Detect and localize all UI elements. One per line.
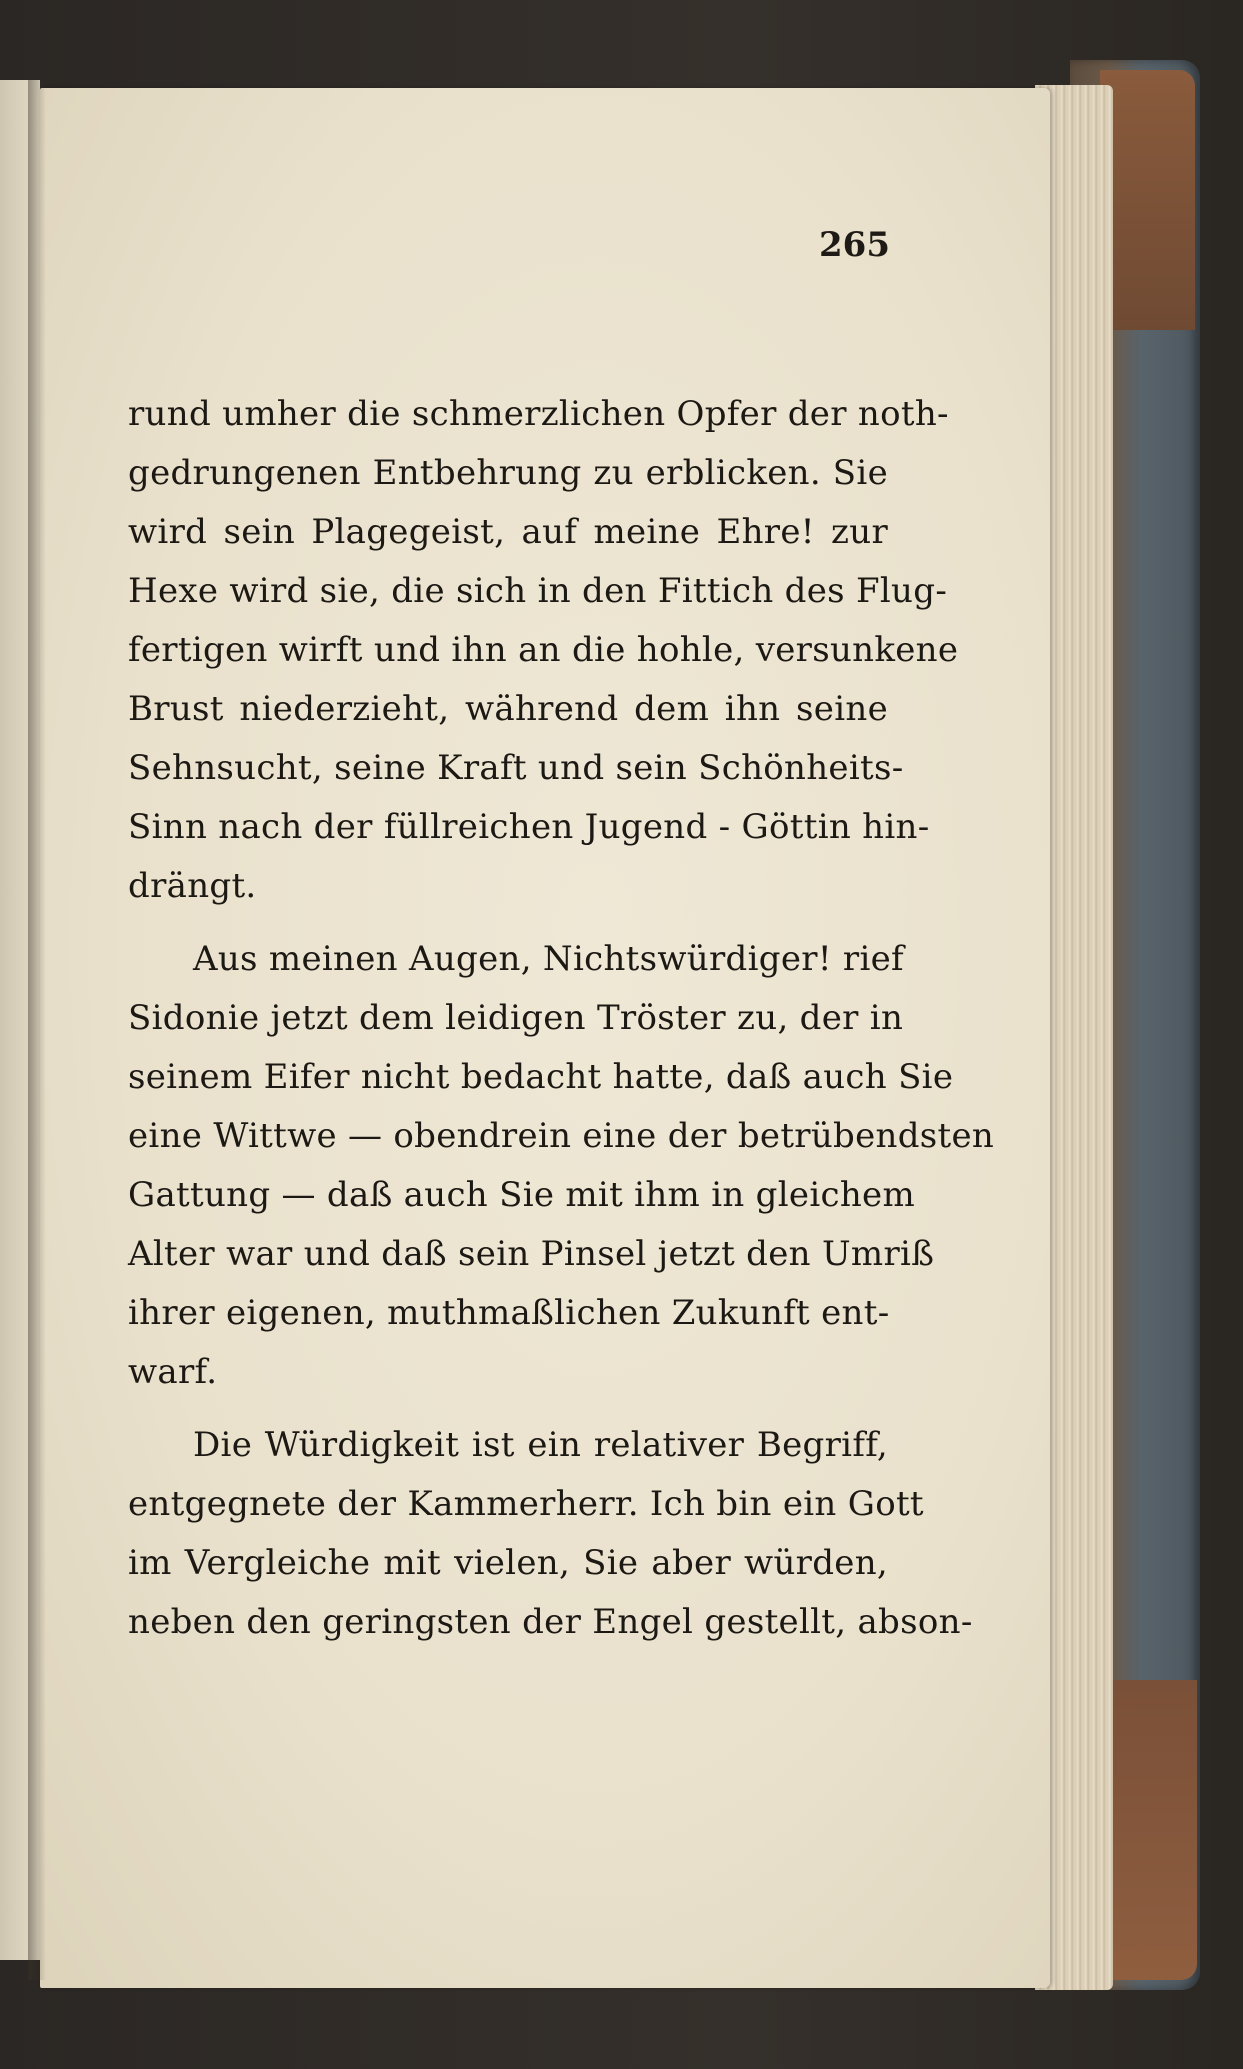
text-line: Sinn nach der füllreichen Jugend - Göttin hin- <box>128 807 930 847</box>
text-line: rund umher die schmerzlichen Opfer der noth- <box>128 394 949 434</box>
text-line: eine Wittwe — obendrein eine der betrübendsten <box>128 1116 995 1156</box>
page-number: 265 <box>819 225 890 265</box>
text-line: im Vergleiche mit vielen, Sie aber würden, <box>128 1543 888 1583</box>
text-line: Gattung — daß auch Sie mit ihm in gleichem <box>128 1175 916 1215</box>
text-line: fertigen wirft und ihn an die hohle, versunkene <box>128 630 959 670</box>
text-line: wird sein Plagegeist, auf meine Ehre! zur <box>128 512 888 552</box>
page-text <box>128 385 995 1652</box>
text-line: ihrer eigenen, muthmaßlichen Zukunft ent- <box>128 1293 890 1333</box>
text-line: warf. <box>128 1352 218 1392</box>
text-line: Die Würdigkeit ist ein relativer Begriff, <box>193 1425 888 1465</box>
paragraph-gap <box>128 916 888 930</box>
text-line: entgegnete der Kammerherr. Ich bin ein Gott <box>128 1484 924 1524</box>
text-line: Sehnsucht, seine Kraft und sein Schönheits- <box>128 748 904 788</box>
text-line: Hexe wird sie, die sich in den Fittich des Flug- <box>128 571 948 611</box>
cover-leather-corner-bottom <box>1105 1680 1197 1980</box>
cover-leather-corner-top <box>1100 70 1195 330</box>
text-line: Alter war und daß sein Pinsel jetzt den Umriß <box>128 1234 935 1274</box>
book-gutter-shadow <box>28 80 46 1980</box>
text-line: Brust niederzieht, während dem ihn seine <box>128 689 888 729</box>
text-line: gedrungenen Entbehrung zu erblicken. Sie <box>128 453 888 493</box>
text-line: Aus meinen Augen, Nichtswürdiger! rief <box>193 939 904 979</box>
text-line: neben den geringsten der Engel gestellt, abson- <box>128 1602 973 1642</box>
text-line: Sidonie jetzt dem leidigen Tröster zu, der in <box>128 998 904 1038</box>
paragraph-gap <box>128 1402 888 1416</box>
text-line: seinem Eifer nicht bedacht hatte, daß auch Sie <box>128 1057 954 1097</box>
text-line: drängt. <box>128 866 257 906</box>
